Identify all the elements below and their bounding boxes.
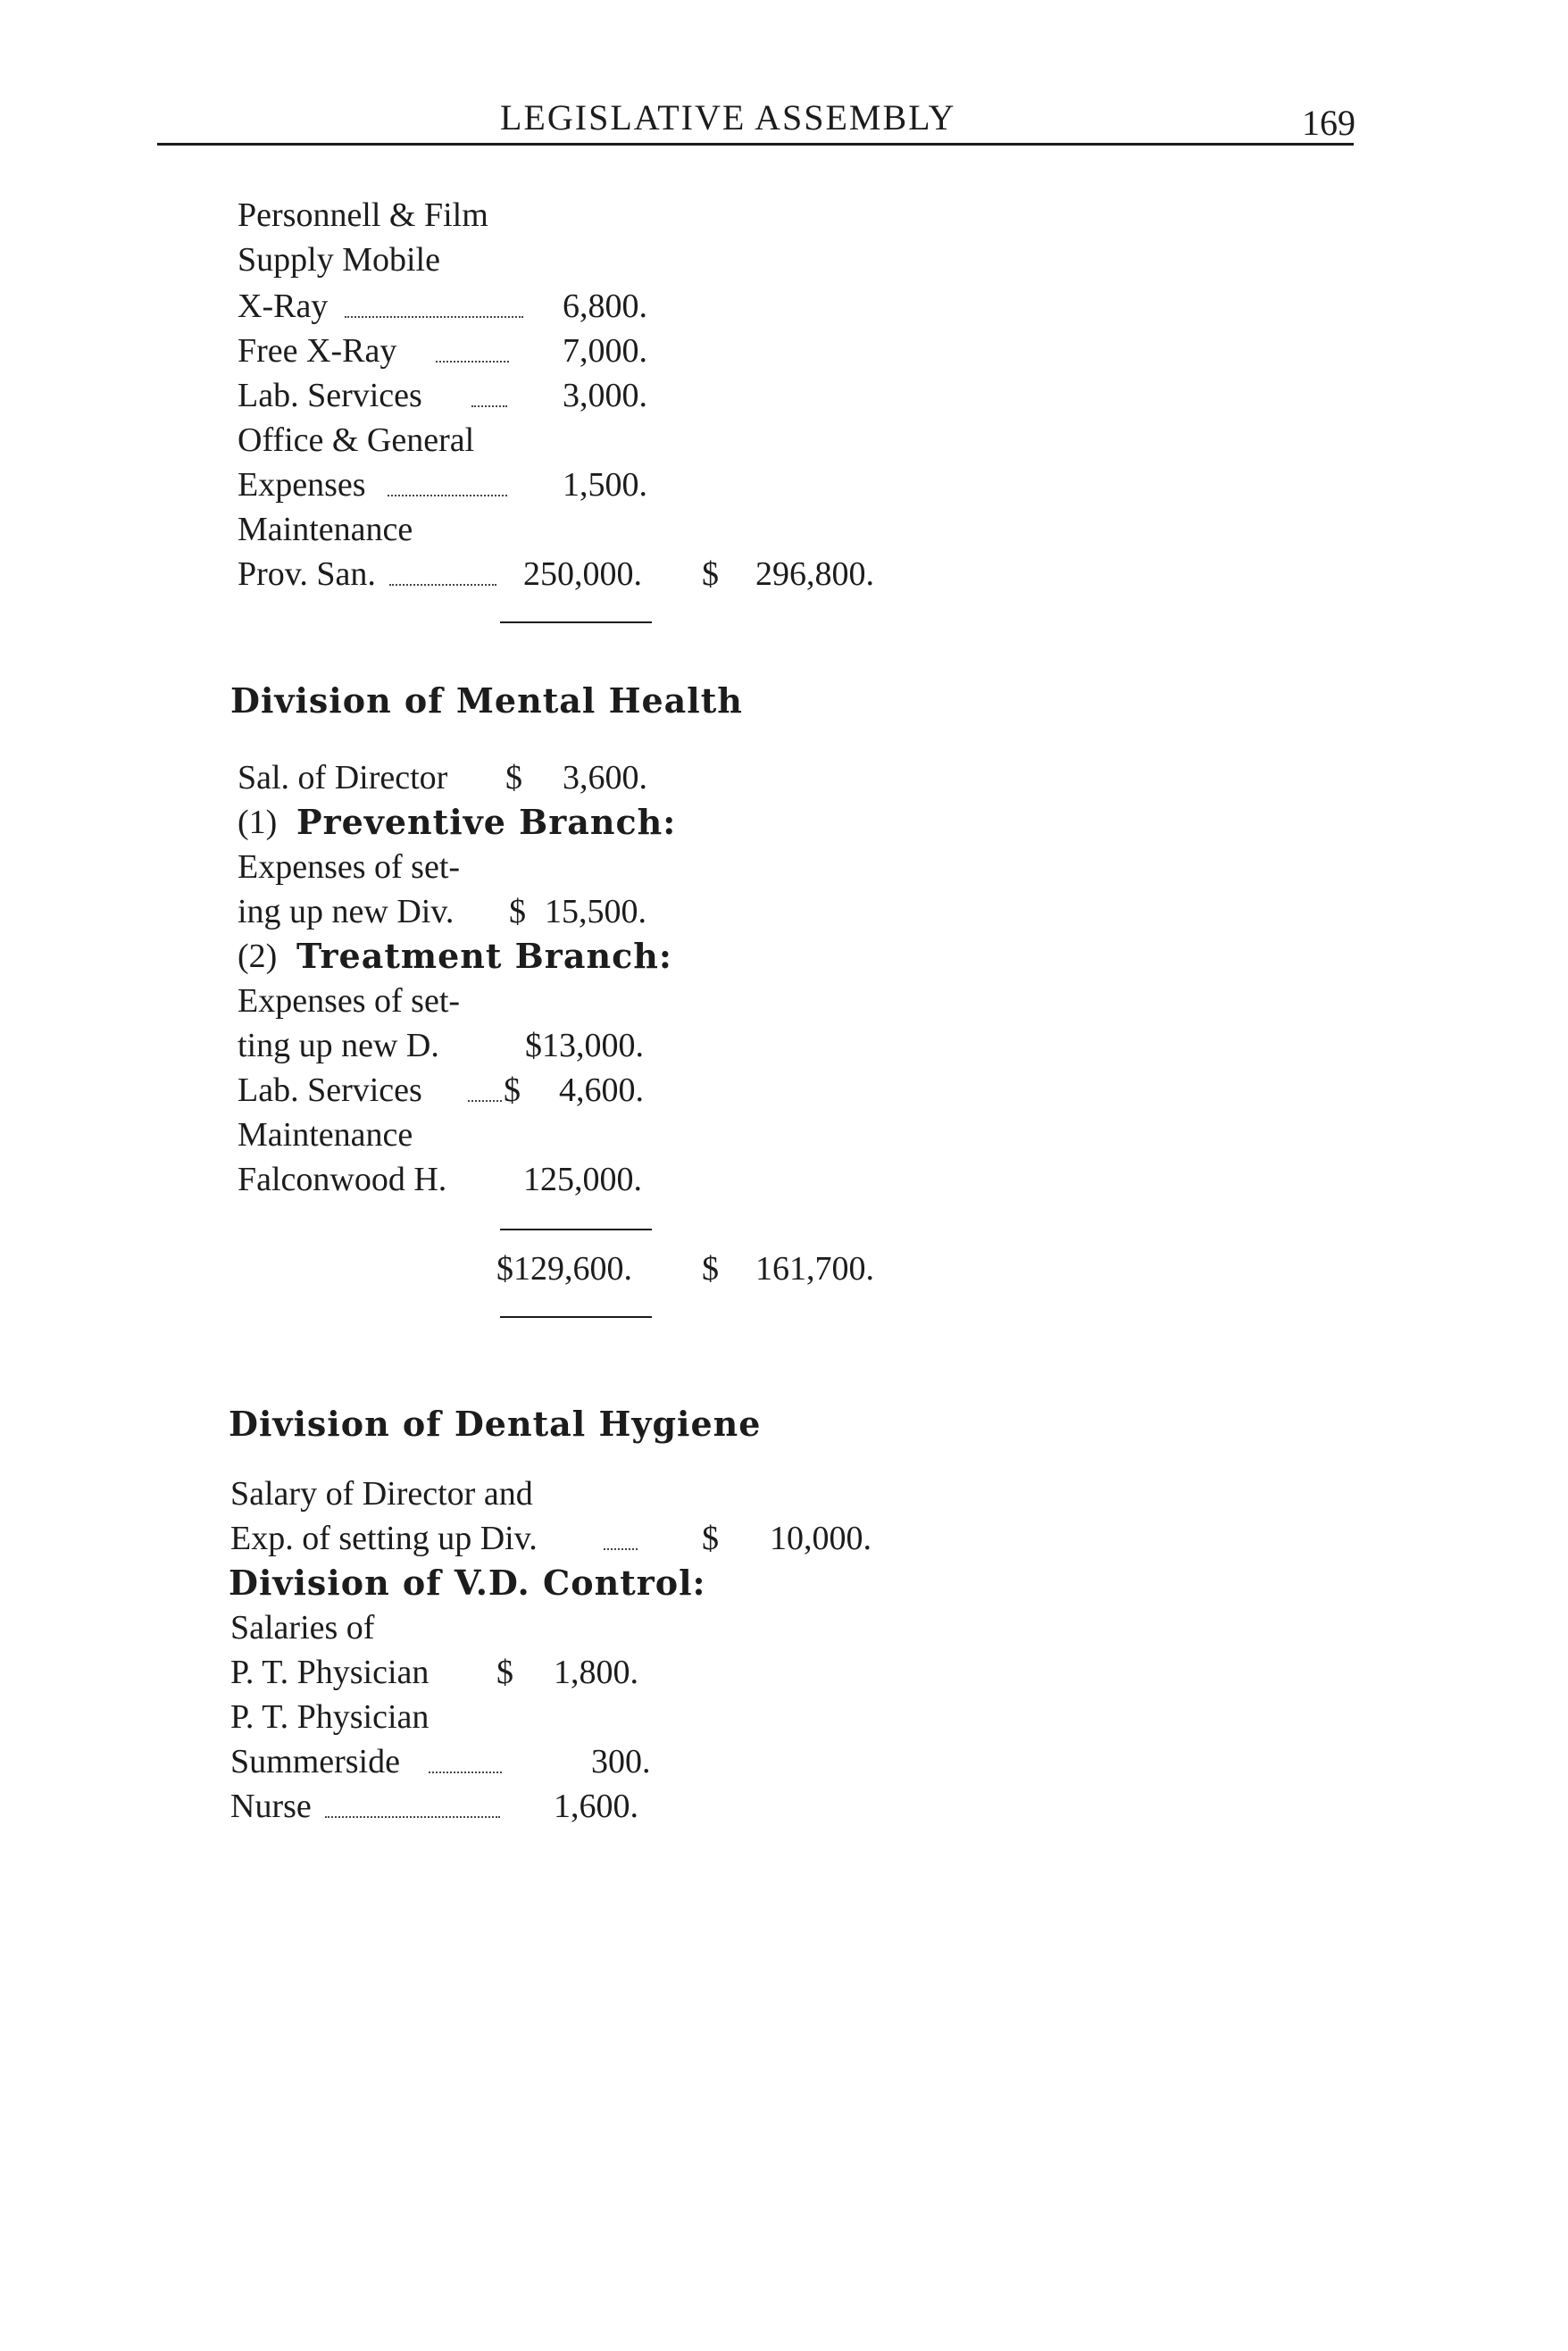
nurse-amount: 1,600. (554, 1788, 638, 1825)
prov-san-label: Prov. San. (238, 555, 376, 593)
summerside-leader (429, 1772, 502, 1773)
running-header-title: LEGISLATIVE ASSEMBLY (500, 97, 956, 138)
dental-amount: 10,000. (770, 1520, 872, 1557)
personnel-total: 296,800. (755, 555, 874, 593)
lab-services-leader (471, 405, 507, 407)
xray-leader (345, 316, 523, 318)
vd-control-heading: Division of V.D. Control: (229, 1563, 706, 1603)
office-general-line1: Office & General (238, 421, 475, 459)
mh-lab-services-dollar: $ (504, 1071, 521, 1109)
preventive-number: (1) (238, 804, 278, 841)
nurse-label: Nurse (230, 1788, 312, 1825)
treatment-expenses-line2: ting up new D. (238, 1027, 439, 1064)
preventive-expenses-line1: Expenses of set- (238, 848, 461, 886)
treatment-number: (2) (238, 938, 278, 975)
dental-line2: Exp. of setting up Div. (230, 1520, 538, 1557)
header-rule (157, 143, 1354, 146)
physician-label: P. T. Physician (230, 1654, 430, 1691)
mh-lab-services-leader (468, 1100, 502, 1102)
director-salary-amount: 3,600. (563, 759, 647, 796)
falconwood-label: Falconwood H. (238, 1161, 447, 1198)
office-expenses-amount: 1,500. (563, 466, 647, 504)
mh-lab-services-label: Lab. Services (238, 1071, 422, 1109)
falconwood-amount: 125,000. (523, 1161, 642, 1198)
office-expenses-label: Expenses (238, 466, 366, 504)
personnel-total-dollar: $ (702, 555, 719, 593)
prov-san-amount: 250,000. (523, 555, 642, 593)
dental-line1: Salary of Director and (230, 1475, 533, 1513)
mh-maintenance-line1: Maintenance (238, 1116, 413, 1154)
mh-lab-services-amount: 4,600. (559, 1071, 644, 1109)
lab-services-amount: 3,000. (563, 377, 647, 414)
xray-label: X-Ray (238, 288, 329, 325)
mh-total-dollar: $ (702, 1250, 719, 1288)
physician2-line1: P. T. Physician (230, 1698, 430, 1736)
dental-hygiene-heading: Division of Dental Hygiene (229, 1404, 762, 1444)
physician-amount: 1,800. (554, 1654, 638, 1691)
free-xray-leader (436, 361, 509, 363)
free-xray-amount: 7,000. (563, 332, 647, 370)
preventive-amount: 15,500. (545, 893, 646, 930)
free-xray-label: Free X-Ray (238, 332, 397, 370)
office-expenses-leader (388, 495, 507, 496)
section-rule (500, 621, 652, 623)
summerside-label: Summerside (230, 1743, 400, 1780)
mental-health-heading: Division of Mental Health (230, 680, 743, 721)
mh-subtotal: $129,600. (496, 1250, 632, 1288)
personnel-film-line1: Personnell & Film (238, 196, 488, 234)
page-number: 169 (1302, 103, 1355, 143)
treatment-expenses-line1: Expenses of set- (238, 982, 461, 1020)
summerside-amount: 300. (591, 1743, 651, 1780)
nurse-leader (325, 1816, 500, 1818)
subtotal-rule (500, 1229, 652, 1230)
dental-dollar: $ (702, 1520, 719, 1557)
prov-san-leader (389, 584, 496, 586)
vd-salaries-line: Salaries of (230, 1609, 375, 1647)
mh-total: 161,700. (755, 1250, 874, 1288)
maintenance-line1: Maintenance (238, 511, 413, 548)
treatment-branch-heading: Treatment Branch: (296, 936, 672, 976)
preventive-expenses-line2: ing up new Div. (238, 893, 455, 930)
total-rule (500, 1316, 652, 1318)
personnel-film-line2: Supply Mobile (238, 241, 440, 279)
preventive-dollar: $ (509, 893, 526, 930)
xray-amount: 6,800. (563, 288, 647, 325)
treatment-amount: $13,000. (525, 1027, 644, 1064)
preventive-branch-heading: Preventive Branch: (296, 802, 677, 842)
director-salary-label: Sal. of Director (238, 759, 448, 796)
director-salary-dollar: $ (505, 759, 522, 796)
dental-leader (604, 1548, 638, 1550)
lab-services-label: Lab. Services (238, 377, 422, 414)
physician-dollar: $ (496, 1654, 513, 1691)
